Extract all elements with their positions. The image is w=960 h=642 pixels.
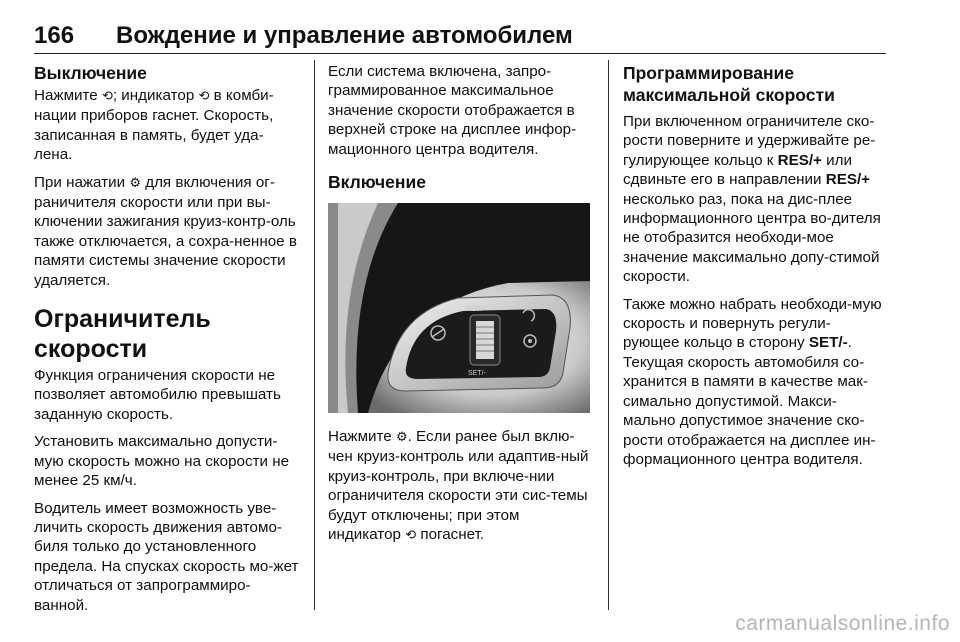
heading-speed-limiter: Ограничитель скорости: [34, 305, 211, 364]
text-segment: погаснет.: [416, 526, 485, 544]
text-segment: или сдвиньте его в направлении: [623, 151, 852, 189]
text-segment: несколько раз, пока на дис-плее информационного центра во-дителя не отобразится необходи-мое значение максимально допу-стимой скорости.: [623, 190, 881, 286]
paragraph-limiter-1: Функция ограничения скорости не позволяет автомобилю превышать заданную скорость.: [34, 367, 281, 423]
page-header: [34, 18, 886, 54]
column-divider-right: [608, 60, 609, 610]
speed-limiter-icon: ⟲: [405, 528, 417, 544]
page-title: Вождение и управление автомобилем: [116, 22, 573, 49]
left-column: [34, 62, 300, 623]
speed-limiter-icon: ⟲: [101, 89, 113, 104]
page-number: 166: [34, 22, 75, 49]
text-segment: Нажмите: [328, 428, 396, 446]
column-divider-left: [314, 60, 315, 610]
paragraph-activation: [328, 427, 596, 545]
label-res: RES/+: [466, 306, 487, 314]
paragraph-display: Если система включена, запро-граммированное максимальное значение скорости отображается в верхней строке на дисплее инфор-мационного центра водителя.: [328, 63, 577, 158]
cruise-control-icon: ⚙: [395, 430, 408, 446]
text-segment: При включенном ограничителе ско-рости поверните и удерживайте ре-гулирующее кольцо к: [623, 113, 876, 169]
watermark: carmanualsonline.info: [735, 612, 950, 635]
text-segment: ; индикатор: [112, 87, 199, 104]
paragraph-off-1: [34, 86, 300, 165]
paragraph-limiter-2: Установить максимально допусти-мую скорость можно на скорости не менее 25 км/ч.: [34, 433, 290, 490]
heading-on: Включение: [328, 172, 426, 193]
label-set: SET/-: [468, 370, 486, 378]
heading-programming: Программирование максимальной скорости: [623, 63, 835, 105]
paragraph-programming-1: [623, 112, 887, 287]
text-segment: для включения ог-раничителя скорости или при вы-ключении зажигания круиз-контр-оль также отключается, а сохра-ненное в памяти системы значение скорости удаляется.: [34, 173, 297, 289]
heading-off: Выключение: [34, 63, 147, 83]
text-segment: . Текущая скорость автомобиля со-хранится в памяти в качестве мак-симально допустимой. Макси-мально допустимое значение ско-рости отображается на дисплее ин-формационного центра водителя.: [623, 334, 876, 468]
steering-wheel-illustration: [328, 203, 590, 413]
paragraph-limiter-3: Водитель имеет возможность уве-личить скорость движения автомо-биля только до установленного предела. На спусках скорость мо-жет отличаться от запрограммиро-ванной.: [34, 499, 299, 614]
text-segment: Нажмите: [34, 87, 102, 104]
cruise-control-icon: ⚙: [129, 175, 141, 191]
steering-wheel-figure: [328, 203, 590, 413]
right-column: [623, 62, 887, 477]
res-plus-label: RES/+: [825, 171, 871, 189]
speed-limiter-icon: ⟲: [198, 89, 210, 104]
text-segment: При нажатии: [34, 173, 130, 191]
text-segment: Также можно набрать необходи-мую скорость и повернуть регули-рующее кольцо в сторону: [623, 295, 882, 352]
middle-column: [328, 62, 596, 553]
header-divider: [34, 53, 886, 54]
set-minus-label: SET/-: [808, 334, 848, 352]
text-segment: . Если ранее был вклю-чен круиз-контроль или адаптив-ный круиз-контроль, при включе-нии ограничителя скорости эти сис-темы будут отключены; при этом индикатор: [328, 428, 589, 544]
paragraph-off-2: [34, 173, 300, 290]
text-segment: в комби-нации приборов гаснет. Скорость, записанная в память, будет уда-лена.: [34, 87, 274, 164]
paragraph-programming-2: [623, 295, 887, 470]
res-plus-label: RES/+: [777, 151, 822, 169]
limiter-button-dot: [528, 339, 532, 343]
